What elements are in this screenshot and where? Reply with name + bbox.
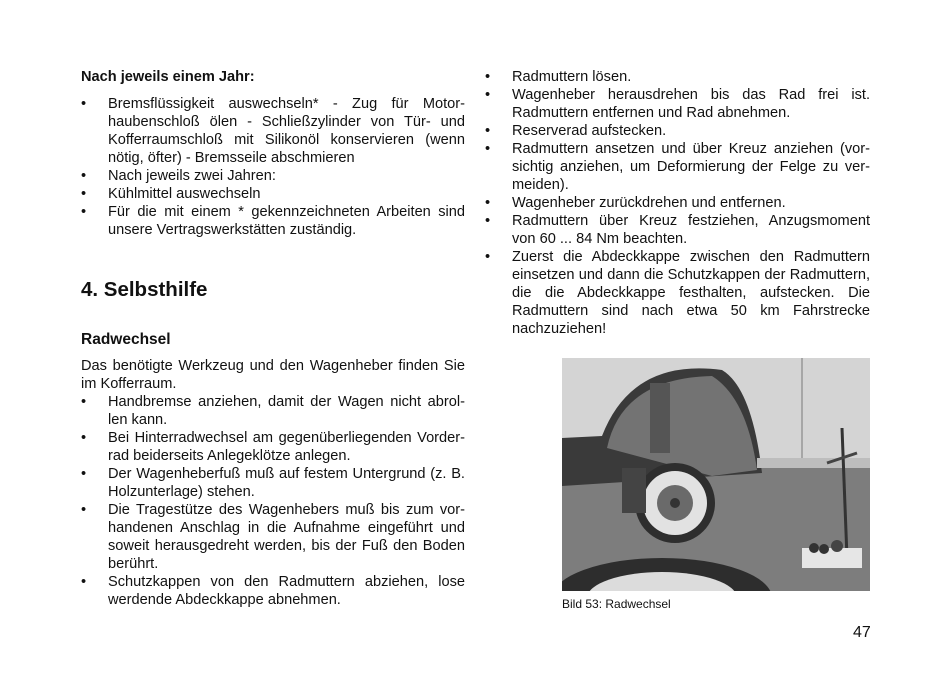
right-column	[485, 68, 870, 338]
steps-list-left	[81, 393, 465, 609]
bullet-icon: •	[485, 123, 491, 139]
photo-illustration	[562, 358, 870, 591]
intro-paragraph: Das benötigte Werkzeug und den Wagenheber finden Sie im Kofferraum.	[81, 358, 465, 392]
bullet-icon: •	[485, 87, 491, 103]
left-column	[81, 68, 465, 609]
interval-list	[81, 95, 465, 239]
list-item: • Die Tragestütze des Wagenhebers muß bis zum vor-handenen Anschlag in die Aufnahme eingeführt und soweit herausgedreht werden, bis der Fuß den Boden berührt.	[81, 502, 465, 572]
bullet-icon: •	[81, 204, 87, 220]
bullet-icon: •	[81, 168, 87, 184]
section-title: Radwechsel	[81, 331, 171, 348]
page-number: 47	[853, 624, 871, 641]
bullet-icon: •	[81, 430, 87, 446]
bullet-icon: •	[485, 69, 491, 85]
list-item: • Bei Hinterradwechsel am gegenüberliegenden Vorder-rad beiderseits Anlegeklötze anlegen.	[81, 430, 465, 464]
list-item: • Schutzkappen von den Radmuttern abziehen, lose werdende Abdeckkappe abnehmen.	[81, 574, 465, 608]
list-item: • Zuerst die Abdeckkappe zwischen den Radmuttern einsetzen und dann die Schutzkappen der Radmuttern, die die Abdeckkappe festhalten, aufstecken. Die Radmuttern sind nach etwa 50 km Fahrstrecke nachzuziehen!	[485, 249, 870, 337]
bullet-icon: •	[81, 96, 87, 112]
list-item: • Für die mit einem * gekennzeichneten Arbeiten sind unsere Vertragswerkstätten zuständig.	[81, 204, 465, 238]
bullet-icon: •	[485, 141, 491, 157]
list-item: • Wagenheber herausdrehen bis das Rad frei ist. Radmuttern entfernen und Rad abnehmen.	[485, 87, 870, 121]
bullet-icon: •	[485, 249, 491, 265]
list-item: • Radmuttern über Kreuz festziehen, Anzugsmoment von 60 ... 84 Nm beachten.	[485, 213, 870, 247]
list-item: • Reserverad aufstecken.	[485, 123, 667, 139]
bullet-icon: •	[81, 574, 87, 590]
list-item: • Handbremse anziehen, damit der Wagen nicht abrol-len kann.	[81, 394, 465, 428]
steps-list-right	[485, 68, 870, 338]
list-item: • Wagenheber zurückdrehen und entfernen.	[485, 195, 786, 211]
wheel-change-photo	[562, 358, 870, 591]
list-item: • Nach jeweils zwei Jahren:	[81, 168, 276, 184]
bullet-icon: •	[81, 502, 87, 518]
interval-heading: Nach jeweils einem Jahr:	[81, 69, 255, 85]
bullet-icon: •	[81, 394, 87, 410]
list-item: • Bremsflüssigkeit auswechseln* - Zug für Motor-haubenschloß ölen - Schließzylinder von Tür- und Kofferraumschloß mit Silikonöl konservieren (wenn nötig, öfter) - Bremsseile abschmieren	[81, 96, 465, 166]
bullet-icon: •	[81, 466, 87, 482]
bullet-icon: •	[485, 213, 491, 229]
figure-caption: Bild 53: Radwechsel	[562, 597, 671, 611]
list-item: • Radmuttern lösen.	[485, 69, 632, 85]
list-item: • Kühlmittel auswechseln	[81, 186, 261, 202]
chapter-title: 4. Selbsthilfe	[81, 278, 208, 301]
bullet-icon: •	[485, 195, 491, 211]
bullet-icon: •	[81, 186, 87, 202]
list-item: • Radmuttern ansetzen und über Kreuz anziehen (vor-sichtig anziehen, um Deformierung der Felge zu ver-meiden).	[485, 141, 870, 193]
list-item: • Der Wagenheberfuß muß auf festem Untergrund (z. B. Holzunterlage) stehen.	[81, 466, 465, 500]
